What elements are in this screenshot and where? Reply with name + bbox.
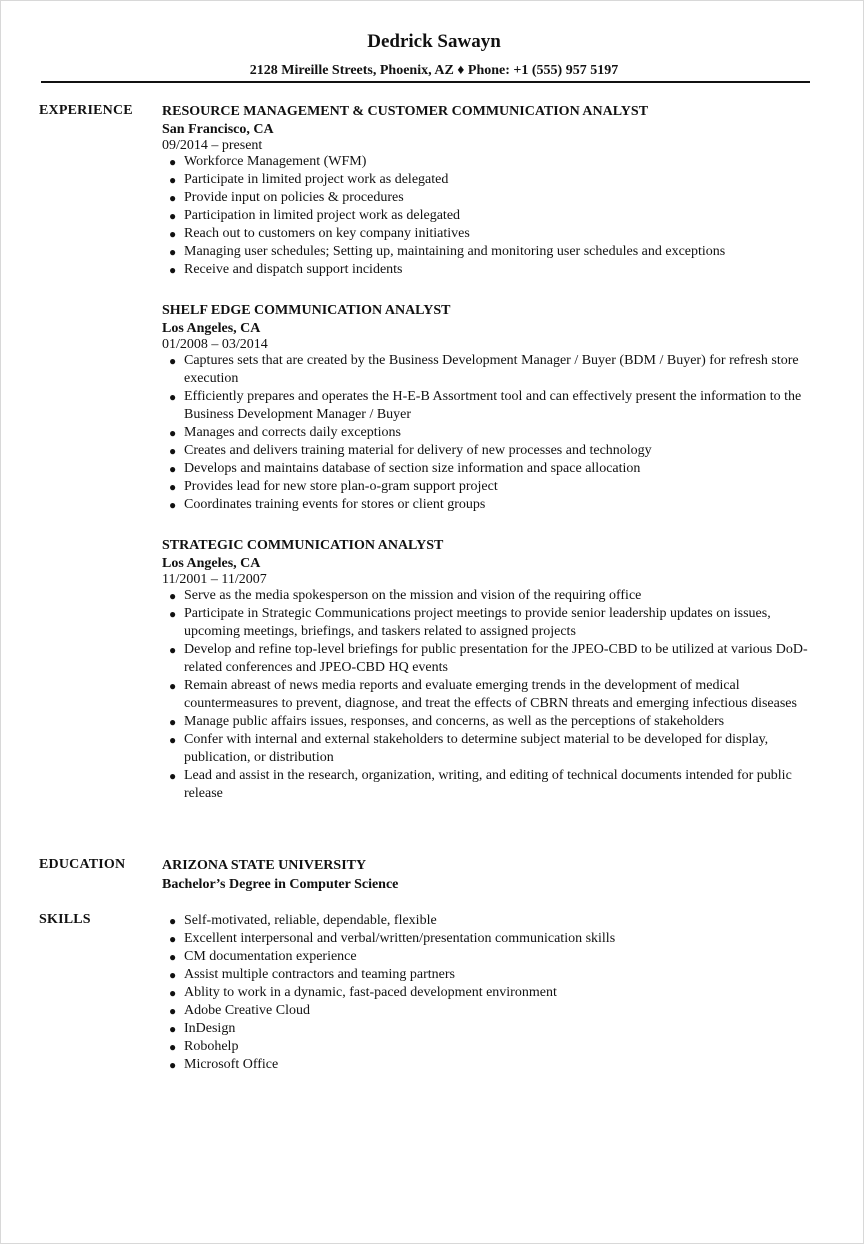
- education-school: ARIZONA STATE UNIVERSITY: [162, 858, 367, 873]
- responsibility-text: Managing user schedules; Setting up, maintaining and monitoring user schedules and exceptions: [184, 244, 726, 259]
- bullet-icon: ●: [169, 643, 177, 657]
- responsibility-item: [169, 207, 812, 225]
- experience-list: [162, 103, 812, 826]
- bullet-icon: ●: [169, 227, 177, 241]
- bullet-icon: ●: [169, 480, 177, 494]
- responsibility-item: [169, 496, 812, 514]
- bullet-icon: ●: [169, 209, 177, 223]
- skill-text: Microsoft Office: [184, 1057, 279, 1072]
- responsibility-text: Coordinates training events for stores or client groups: [184, 497, 486, 512]
- responsibility-item: [169, 605, 812, 641]
- job-location: Los Angeles, CA: [162, 556, 261, 571]
- bullet-icon: ●: [169, 191, 177, 205]
- skill-item: [169, 930, 812, 948]
- responsibility-text: Provides lead for new store plan-o-gram support project: [184, 479, 498, 494]
- bullet-icon: ●: [169, 986, 177, 1000]
- bullet-icon: ●: [169, 1040, 177, 1054]
- skill-item: [169, 984, 812, 1002]
- responsibility-text: Develops and maintains database of section size information and space allocation: [184, 461, 641, 476]
- experience-entry: [162, 103, 812, 279]
- responsibility-text: Workforce Management (WFM): [184, 154, 367, 169]
- bullet-icon: ●: [169, 173, 177, 187]
- bullet-icon: ●: [169, 444, 177, 458]
- bullet-icon: ●: [169, 498, 177, 512]
- skill-text: Self-motivated, reliable, dependable, flexible: [184, 913, 437, 928]
- responsibility-text: Remain abreast of news media reports and evaluate emerging trends in the development of medical countermeasures to prevent, diagnose, and treat the effects of CBRN threats and emerging infectious diseases: [184, 678, 797, 711]
- section-label-education: EDUCATION: [39, 857, 126, 872]
- skill-item: [169, 912, 812, 930]
- contact-line: 2128 Mireille Streets, Phoenix, AZ ♦ Phone: +1 (555) 957 5197: [249, 63, 619, 78]
- responsibility-item: [169, 713, 812, 731]
- bullet-icon: ●: [169, 263, 177, 277]
- bullet-icon: ●: [169, 968, 177, 982]
- bullet-icon: ●: [169, 950, 177, 964]
- job-dates: 01/2008 – 03/2014: [162, 337, 268, 352]
- experience-entry: [162, 302, 812, 514]
- skill-text: Adobe Creative Cloud: [184, 1003, 310, 1018]
- skill-text: Excellent interpersonal and verbal/written/presentation communication skills: [184, 931, 616, 946]
- bullet-icon: ●: [169, 1022, 177, 1036]
- skill-item: [169, 966, 812, 984]
- job-responsibilities: [162, 153, 812, 279]
- responsibility-text: Captures sets that are created by the Business Development Manager / Buyer (BDM / Buyer) for refresh store execution: [184, 353, 799, 386]
- responsibility-item: [169, 731, 812, 767]
- job-location: Los Angeles, CA: [162, 321, 261, 336]
- responsibility-text: Participation in limited project work as delegated: [184, 208, 461, 223]
- responsibility-text: Efficiently prepares and operates the H-E-B Assortment tool and can effectively present the information to the Business Development Manager / Buyer: [184, 389, 802, 422]
- skill-text: Ablity to work in a dynamic, fast-paced development environment: [184, 985, 557, 1000]
- bullet-icon: ●: [169, 733, 177, 747]
- bullet-icon: ●: [169, 589, 177, 603]
- skill-text: CM documentation experience: [184, 949, 357, 964]
- bullet-icon: ●: [169, 1058, 177, 1072]
- responsibility-item: [169, 171, 812, 189]
- responsibility-item: [169, 424, 812, 442]
- responsibility-text: Serve as the media spokesperson on the mission and vision of the requiring office: [184, 588, 642, 603]
- responsibility-item: [169, 243, 812, 261]
- job-location: San Francisco, CA: [162, 122, 274, 137]
- responsibility-item: [169, 388, 812, 424]
- responsibility-item: [169, 153, 812, 171]
- responsibility-item: [169, 641, 812, 677]
- bullet-icon: ●: [169, 1004, 177, 1018]
- skill-item: [169, 1038, 812, 1056]
- skills-body: [162, 912, 812, 1074]
- responsibility-item: [169, 442, 812, 460]
- responsibility-text: Receive and dispatch support incidents: [184, 262, 403, 277]
- job-title: RESOURCE MANAGEMENT & CUSTOMER COMMUNICATION ANALYST: [162, 104, 649, 119]
- skills-list: [162, 912, 812, 1074]
- bullet-icon: ●: [169, 715, 177, 729]
- responsibility-item: [169, 225, 812, 243]
- skill-item: [169, 1002, 812, 1020]
- responsibility-text: Manage public affairs issues, responses, and concerns, as well as the perceptions of stakeholders: [184, 714, 725, 729]
- skill-item: [169, 1020, 812, 1038]
- experience-entry: [162, 537, 812, 803]
- responsibility-text: Manages and corrects daily exceptions: [184, 425, 401, 440]
- responsibility-item: [169, 261, 812, 279]
- bullet-icon: ●: [169, 390, 177, 404]
- bullet-icon: ●: [169, 679, 177, 693]
- bullet-icon: ●: [169, 426, 177, 440]
- responsibility-item: [169, 677, 812, 713]
- responsibility-text: Participate in limited project work as delegated: [184, 172, 449, 187]
- responsibility-item: [169, 460, 812, 478]
- candidate-name: Dedrick Sawayn: [367, 31, 501, 52]
- responsibility-text: Provide input on policies & procedures: [184, 190, 404, 205]
- responsibility-text: Reach out to customers on key company initiatives: [184, 226, 470, 241]
- job-title: SHELF EDGE COMMUNICATION ANALYST: [162, 303, 451, 318]
- responsibility-item: [169, 478, 812, 496]
- responsibility-text: Creates and delivers training material for delivery of new processes and technology: [184, 443, 652, 458]
- skill-text: Assist multiple contractors and teaming partners: [184, 967, 455, 982]
- responsibility-text: Develop and refine top-level briefings for public presentation for the JPEO-CBD to be utilized at various DoD-related conferences and JPEO-CBD HQ events: [184, 642, 808, 675]
- responsibility-text: Participate in Strategic Communications project meetings to provide senior leadership updates on issues, upcoming meetings, briefings, and taskers related to assigned projects: [184, 606, 771, 639]
- bullet-icon: ●: [169, 462, 177, 476]
- bullet-icon: ●: [169, 769, 177, 783]
- section-label-skills: SKILLS: [39, 912, 91, 927]
- bullet-icon: ●: [169, 155, 177, 169]
- responsibility-text: Confer with internal and external stakeholders to determine subject material to be developed for display, publication, or distribution: [184, 732, 769, 765]
- job-dates: 11/2001 – 11/2007: [162, 572, 267, 587]
- bullet-icon: ●: [169, 914, 177, 928]
- responsibility-text: Lead and assist in the research, organization, writing, and editing of technical documents intended for public release: [184, 768, 792, 801]
- skill-text: Robohelp: [184, 1039, 239, 1054]
- education-body: [162, 857, 812, 895]
- skill-item: [169, 1056, 812, 1074]
- skill-item: [169, 948, 812, 966]
- bullet-icon: ●: [169, 607, 177, 621]
- job-responsibilities: [162, 352, 812, 514]
- education-degree: Bachelor’s Degree in Computer Science: [162, 877, 399, 892]
- bullet-icon: ●: [169, 245, 177, 259]
- bullet-icon: ●: [169, 354, 177, 368]
- section-label-experience: EXPERIENCE: [39, 103, 133, 118]
- job-title: STRATEGIC COMMUNICATION ANALYST: [162, 538, 444, 553]
- skill-text: InDesign: [184, 1021, 236, 1036]
- responsibility-item: [169, 189, 812, 207]
- header-divider: [41, 81, 810, 83]
- responsibility-item: [169, 587, 812, 605]
- job-dates: 09/2014 – present: [162, 138, 263, 153]
- job-responsibilities: [162, 587, 812, 803]
- responsibility-item: [169, 352, 812, 388]
- bullet-icon: ●: [169, 932, 177, 946]
- responsibility-item: [169, 767, 812, 803]
